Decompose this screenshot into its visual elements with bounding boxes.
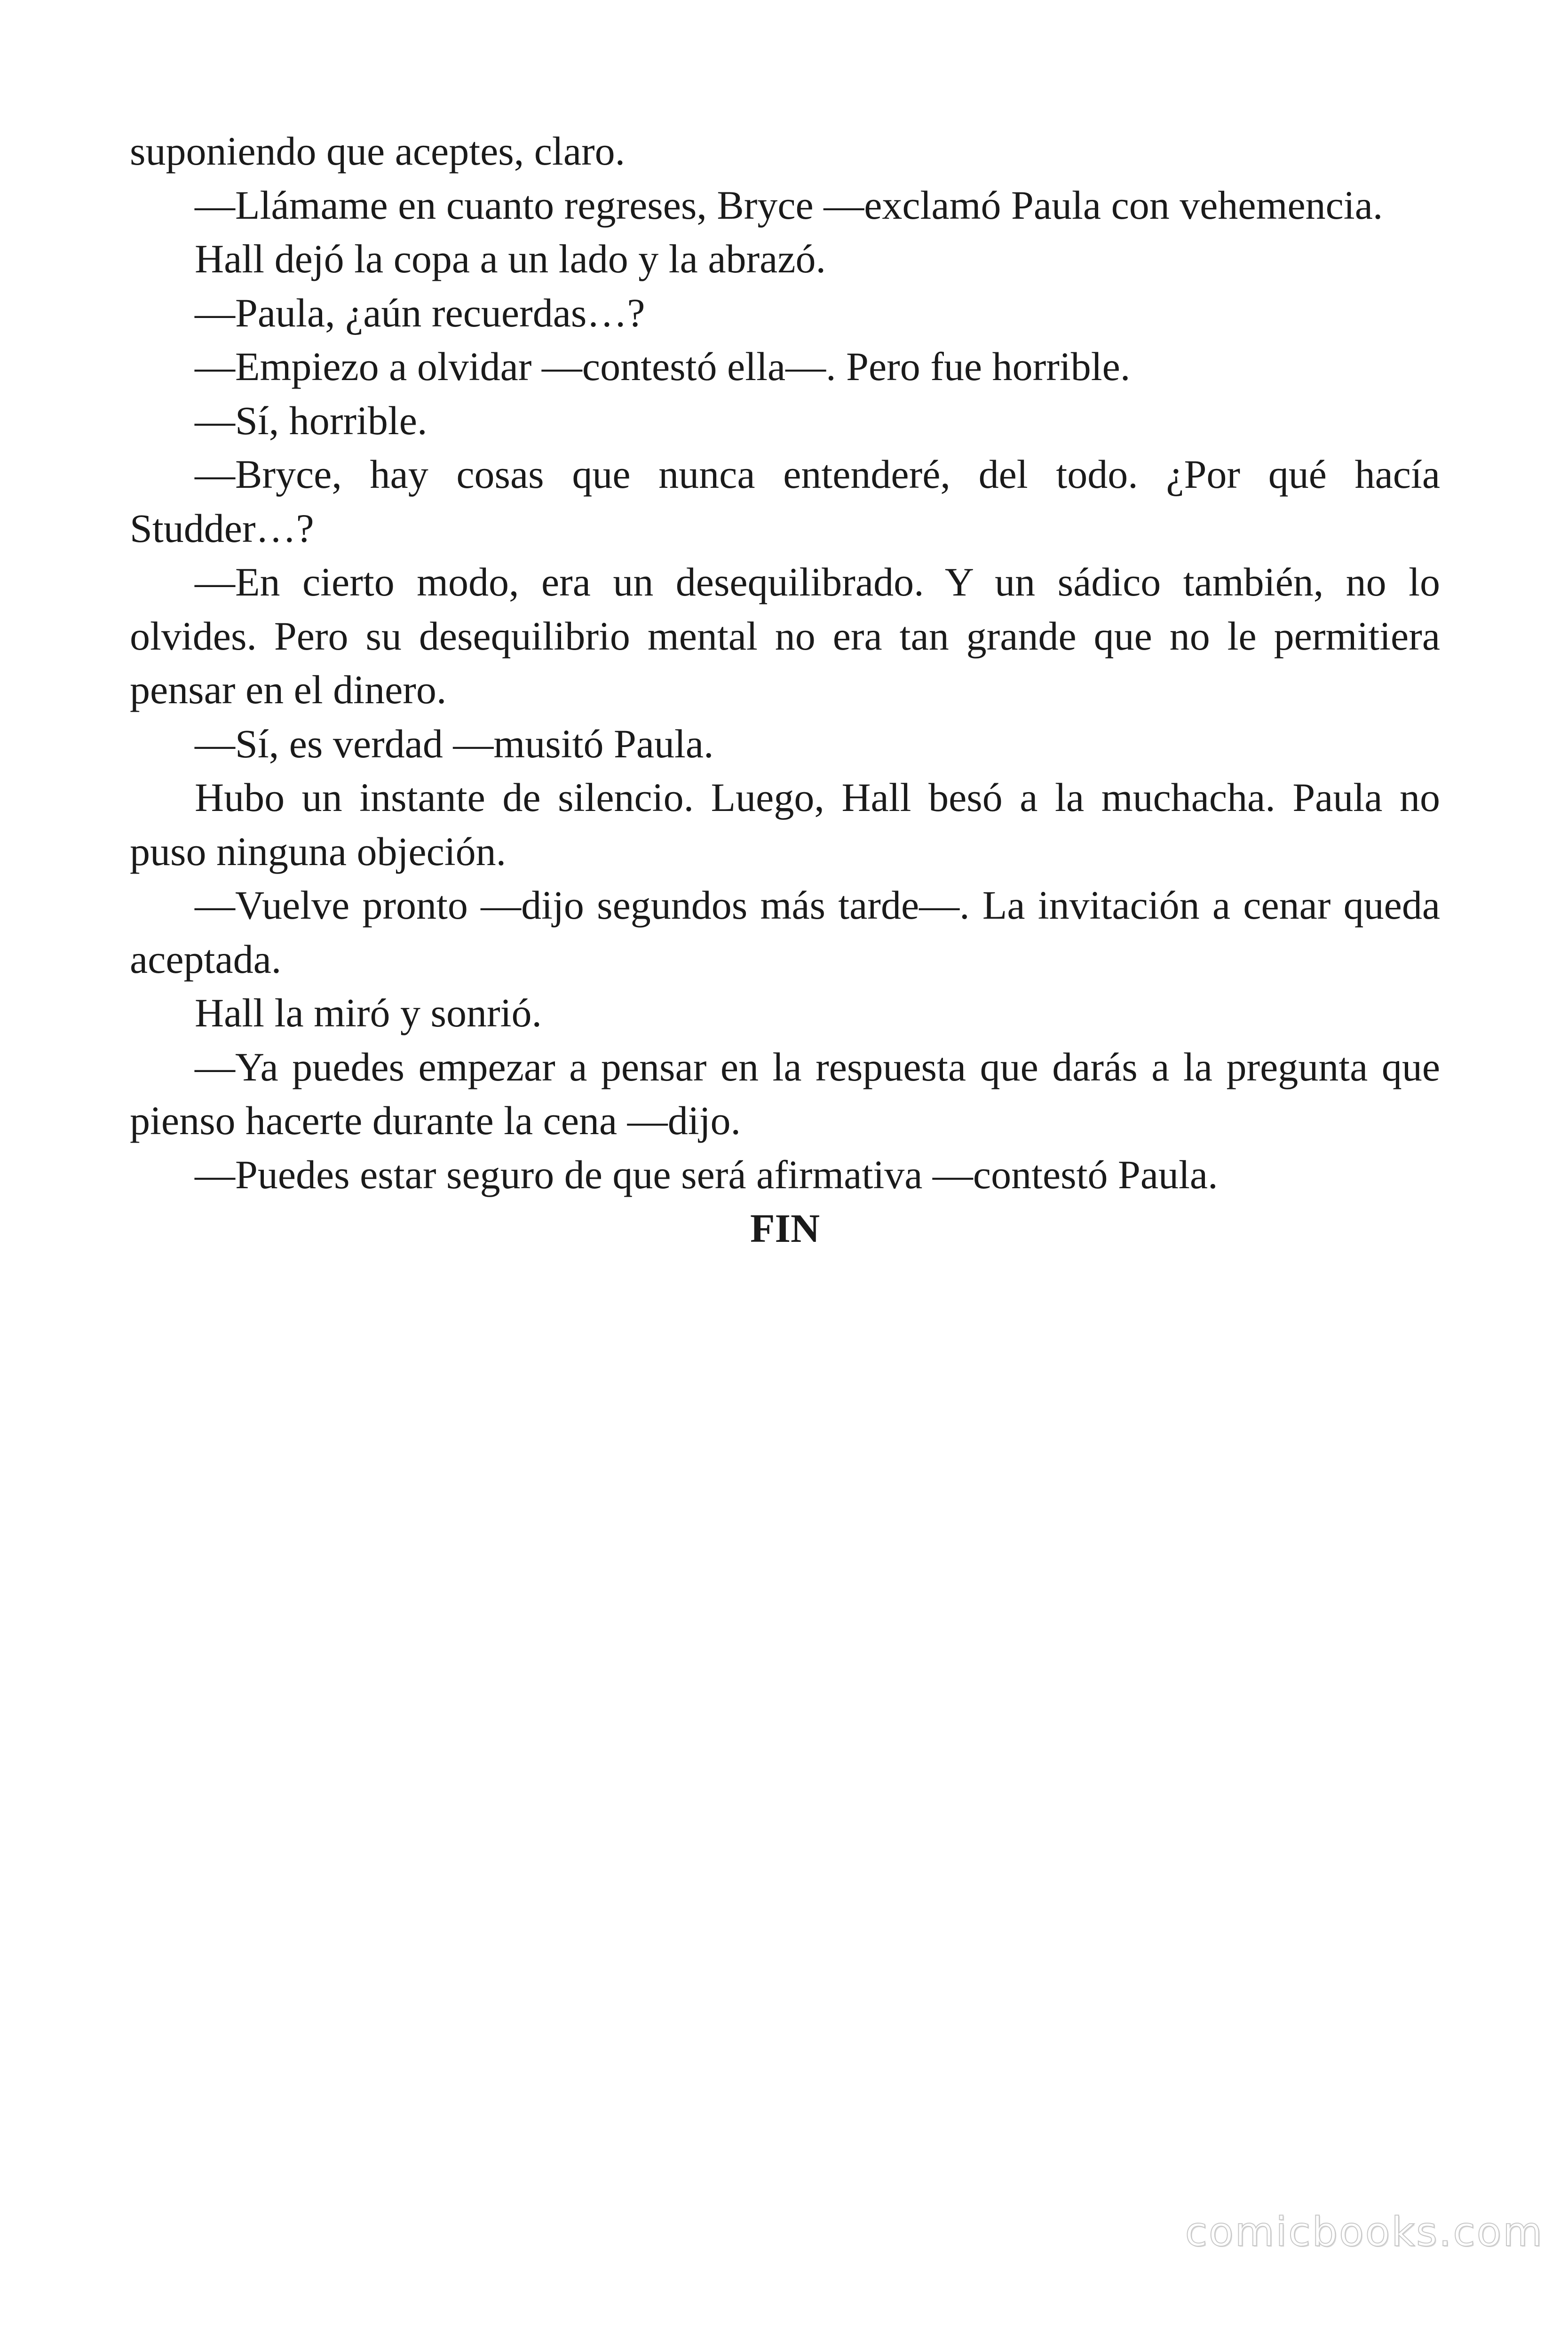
page-body (130, 124, 1440, 1255)
paragraph: —Empiezo a olvidar —contestó ella—. Pero fue horrible. (195, 344, 1131, 389)
paragraph: —Vuelve pronto —dijo segundos más tarde—. La invitación a cenar queda aceptada. (130, 882, 1440, 982)
paragraph: —Ya puedes empezar a pensar en la respuesta que darás a la pregunta que pienso hacerte durante la cena —dijo. (130, 1044, 1440, 1143)
paragraph: —Puedes estar seguro de que será afirmativa —contestó Paula. (195, 1152, 1218, 1197)
watermark: comicbooks.com (1185, 2209, 1544, 2256)
paragraph: —Llámame en cuanto regreses, Bryce —exclamó Paula con vehemencia. (195, 182, 1383, 228)
paragraph: Hall dejó la copa a un lado y la abrazó. (195, 236, 826, 281)
paragraph: —Paula, ¿aún recuerdas…? (195, 290, 645, 335)
paragraph: suponiendo que aceptes, claro. (130, 128, 626, 174)
paragraph: —En cierto modo, era un desequilibrado. Y un sádico también, no lo olvides. Pero su desequilibrio mental no era tan grande que no le permitiera pensar en el dinero. (130, 559, 1440, 712)
paragraph: —Sí, horrible. (195, 397, 428, 443)
paragraph: —Sí, es verdad —musitó Paula. (195, 721, 714, 766)
paragraph: Hall la miró y sonrió. (195, 990, 542, 1035)
story-text (130, 124, 1440, 1201)
paragraph: —Bryce, hay cosas que nunca entenderé, del todo. ¿Por qué hacía Studder…? (130, 452, 1440, 551)
end-mark: FIN (750, 1206, 820, 1251)
paragraph: Hubo un instante de silencio. Luego, Hall besó a la muchacha. Paula no puso ninguna objeción. (130, 775, 1440, 874)
